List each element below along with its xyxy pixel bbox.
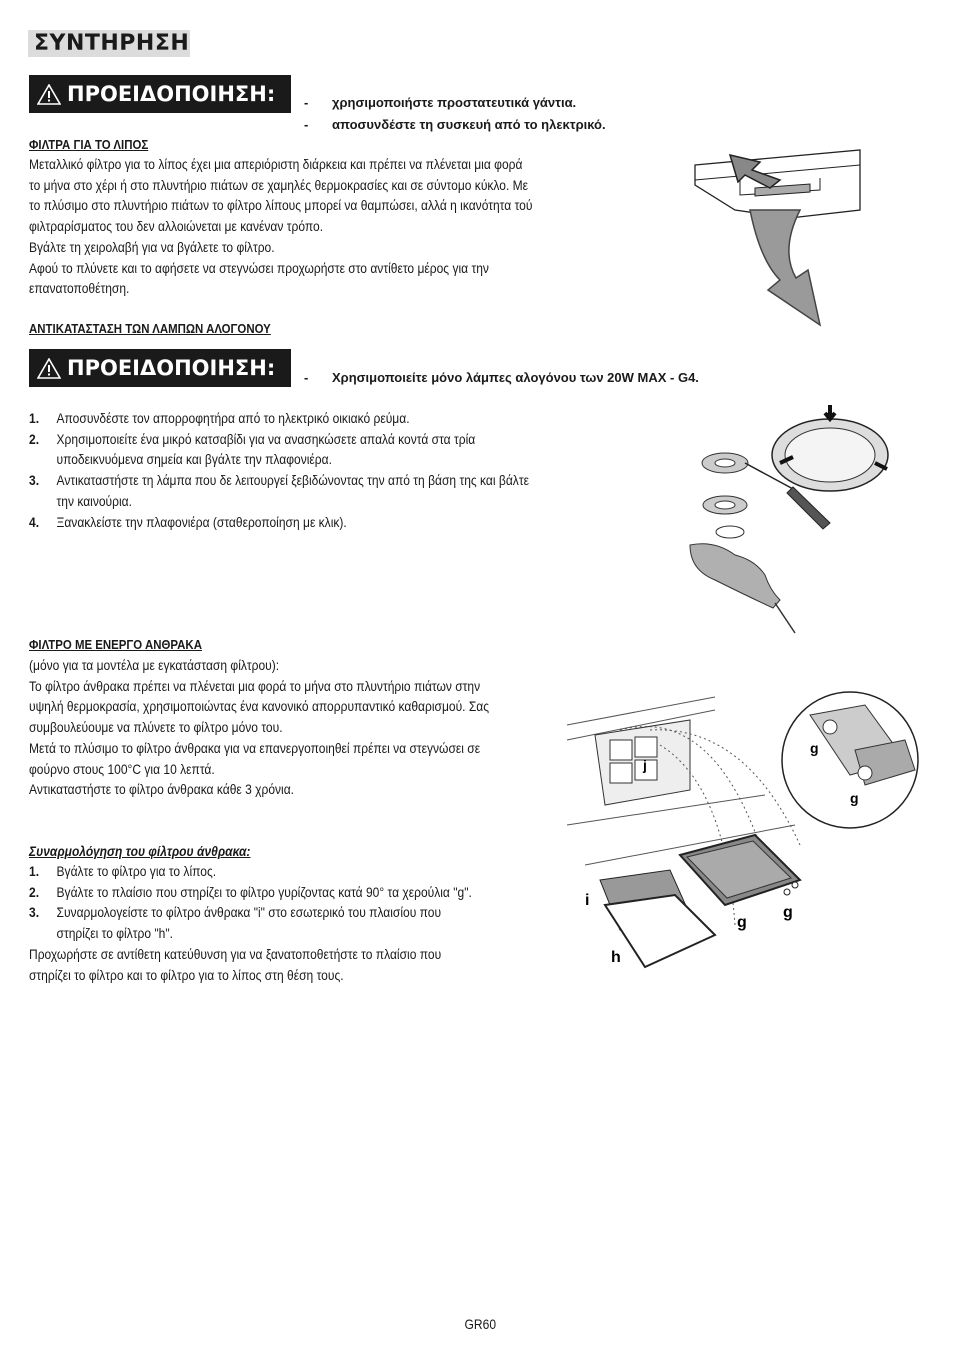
warning-label-2: ΠΡΟΕΙΔΟΠΟΙΗΣΗ: (67, 356, 276, 380)
diagram-label-i: i (585, 892, 590, 909)
diagram-label-g-zoom-2: g (850, 790, 859, 806)
list-item: 1. Αποσυνδέστε τον απορροφητήρα από το ηλεκτρικό οικιακό ρεύμα. (29, 410, 410, 426)
grease-filter-illustration (690, 140, 930, 330)
list-item: 1. Βγάλτε το φίλτρο για το λίπος. (29, 863, 217, 879)
grease-filter-text: Μεταλλικό φίλτρο για το λίπος έχει μια απεριόριστη διάρκεια και πρέπει να πλένεται μια φορά το μήνα στο χέρι ή στο πλυντήριο πιάτων σε χαμηλές θερμοκρασίες και σε σύντομο κύκλο. Με το πλύσιμο στο πλυντήριο πιάτων το φίλτρο λίπους μπορεί να θαμπώσει, αλλά η ικανότητα τού φιλτραρίσματος του δεν αλλοιώνεται με κανέναν τρόπο. Βγάλτε τη χειρολαβή για να βγάλετε το φίλτρο. Αφού το πλύνετε και το αφήσετε να στεγνώσει προχωρήστε στο αντίθετο μέρος για την επανατοποθέτηση. (29, 156, 533, 297)
diagram-label-h: h (611, 949, 621, 966)
list-item: 2. Χρησιμοποιείτε ένα μικρό κατσαβίδι για να ανασηκώσετε απαλά κοντά στα τρία υποδεικνυόμενα σημεία και βγάλτε την πλαφονιέρα. (29, 430, 476, 468)
assembly-steps-list (29, 861, 579, 944)
warning-bullet-3: - Χρησιμοποιείτε μόνο λάμπες αλογόνου των 20W MAX - G4. (304, 370, 699, 385)
charcoal-filter-illustration (565, 685, 945, 970)
lamp-replacement-illustration (685, 405, 925, 635)
list-item: 3. Συναρμολογείστε το φίλτρο άνθρακα "i" στο εσωτερικό του πλαισίου που στηρίζει το φίλτρο "h". (29, 904, 442, 942)
charcoal-filter-text: (μόνο για τα μοντέλα με εγκατάσταση φίλτρου): Το φίλτρο άνθρακα πρέπει να πλένεται μια φορά το μήνα στο πλυντήριο πιάτων στην υψηλή θερμοκρασία, χρησιμοποιώντας ένα κανονικό απορρυπαντικό καθαρισμού. Σας συμβουλεύουμε να πλύνετε το φίλτρο μόνο του. Μετά το πλύσιμο το φίλτρο άνθρακα για να επανεργοποιηθεί πρέπει να στεγνώσει σε φούρνο στους 100°C για 10 λεπτά. Αντικαταστήστε το φίλτρο άνθρακα κάθε 3 χρόνια. (29, 657, 490, 798)
diagram-label-g-zoom-1: g (810, 740, 819, 756)
diagram-label-j: j (643, 757, 647, 773)
grease-filter-heading: ΦΙΛΤΡΑ ΓΙΑ ΤΟ ΛΙΠΟΣ (29, 137, 149, 152)
assembly-heading: Συναρμολόγηση του φίλτρου άνθρακα: (29, 843, 251, 859)
assembly-closing-text: Προχωρήστε σε αντίθετη κατεύθυνση για να ξανατοποθετήστε το πλαίσιο που στηρίζει το φίλτρο και το φίλτρο για το λίπος στη θέση τους. (29, 946, 442, 983)
warning-bullet-1: - χρησιμοποιήστε προστατευτικά γάντια. (304, 95, 577, 110)
warning-banner-1 (29, 75, 291, 113)
diagram-label-g-1: g (737, 914, 747, 931)
charcoal-filter-heading: ΦΙΛΤΡΟ ΜΕ ΕΝΕΡΓΟ ΑΝΘΡΑΚΑ (29, 637, 202, 652)
page-number: GR60 (464, 1316, 497, 1332)
lamps-heading: ΑΝΤΙΚΑΤΑΣΤΑΣΗ ΤΩΝ ΛΑΜΠΩΝ ΑΛΟΓΟΝΟΥ (29, 321, 271, 336)
warning-triangle-icon (37, 84, 61, 105)
page-title: ΣΥΝΤΗΡΗΣΗ (28, 30, 190, 57)
list-item: 3. Αντικαταστήστε τη λάμπα που δε λειτουργεί ξεβιδώνοντας την από τη βάση της και βάλτε την καινούρια. (29, 472, 529, 509)
diagram-label-g-2: g (783, 904, 793, 921)
warning-banner-2 (29, 349, 291, 387)
lamp-steps-list (29, 408, 631, 532)
warning-bullet-2: - αποσυνδέστε τη συσκευή από το ηλεκτρικό. (304, 117, 606, 132)
list-item: 4. Ξανακλείστε την πλαφονιέρα (σταθεροποίηση με κλικ). (29, 513, 347, 530)
warning-label-1: ΠΡΟΕΙΔΟΠΟΙΗΣΗ: (67, 82, 276, 106)
list-item: 2. Βγάλτε το πλαίσιο που στηρίζει το φίλτρο γυρίζοντας κατά 90° τα χερούλια "g". (29, 883, 472, 900)
warning-triangle-icon (37, 358, 61, 379)
